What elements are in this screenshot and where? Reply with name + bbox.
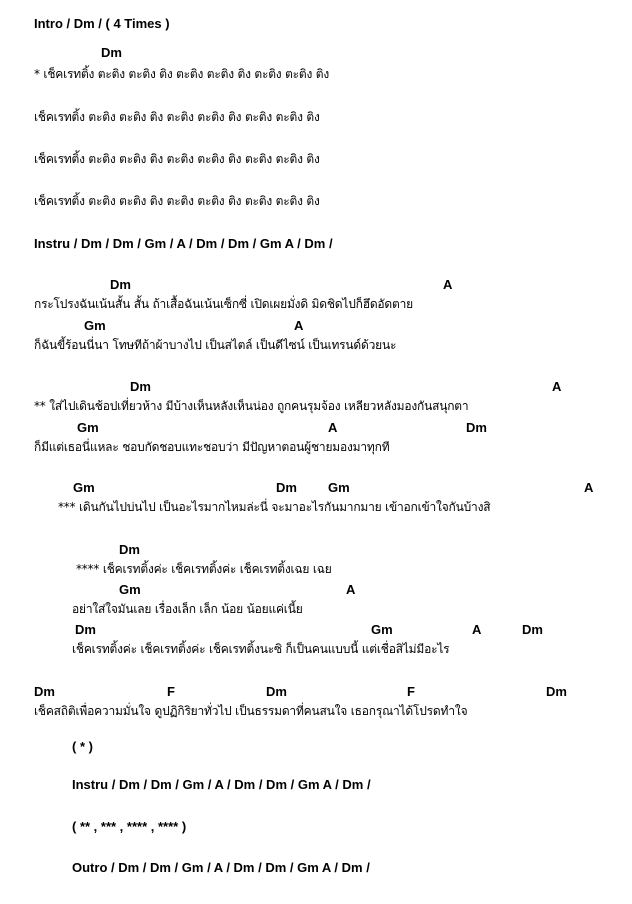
chord-label: A <box>584 480 594 495</box>
repeat-marker: ( ** , *** , **** , **** ) <box>72 819 187 834</box>
chord-label: A <box>346 582 356 597</box>
lyric-line: เช็คเรทติ้งค่ะ เช็คเรทติ้งค่ะ เช็คเรทติ้งนะซิ ก็เป็นคนแบบนี้ แต่เชื่อสิไม่มีอะไร <box>72 642 450 656</box>
repeat-marker: ( * ) <box>72 739 93 754</box>
chord-label: Dm <box>466 420 487 435</box>
chord-label: Dm <box>75 622 96 637</box>
chord-label: Gm <box>73 480 95 495</box>
chord-label: A <box>328 420 338 435</box>
lyric-line: อย่าใส่ใจมันเลย เรื่องเล็ก เล็ก น้อย น้อยแค่เนี้ย <box>72 602 303 616</box>
lyric-line: *** เดินกันไปบ่นไป เป็นอะไรมากไหมล่ะนี่ จะมาอะไรกันมากมาย เข้าอกเข้าใจกันบ้างสิ <box>58 500 491 514</box>
lyric-line: กระโปรงฉันเน้นสั้น สั้น ถ้าเสื้อฉันเน้นเซ็กซี่ เปิดเผยมั่งดิ มิดชิดไปก็ฮึดอัดตาย <box>34 297 413 311</box>
lyric-line: ** ใส่ไปเดินช้อปเที่ยวห้าง มีบ้างเห็นหลังเห็นน่อง ถูกคนรุมจ้อง เหลียวหลังมองกันสนุกตา <box>34 399 469 413</box>
chord-label: Dm <box>130 379 151 394</box>
chord-label: A <box>294 318 304 333</box>
lyric-line: เช็คเรทติ้ง ตะติง ตะติง ติง ตะติง ตะติง ติง ตะติง ตะติง ติง <box>34 110 320 124</box>
chord-label: Dm <box>266 684 287 699</box>
intro-line: Intro / Dm / ( 4 Times ) <box>34 16 170 31</box>
chord-label: Dm <box>546 684 567 699</box>
chord-label: Gm <box>328 480 350 495</box>
outro-line: Outro / Dm / Dm / Gm / A / Dm / Dm / Gm A / Dm / <box>72 860 370 875</box>
chord-label: F <box>167 684 175 699</box>
chord-label: Gm <box>84 318 106 333</box>
chord-label: Gm <box>371 622 393 637</box>
chord-label: Gm <box>77 420 99 435</box>
lyric-line: ก็ฉันขี้ร้อนนี่นา โทษทีถ้าผ้าบางไป เป็นสไตล์ เป็นดีไซน์ เป็นเทรนด์ด้วยนะ <box>34 338 397 352</box>
lyric-line: ก็มีแต่เธอนี่แหละ ชอบกัดชอบแทะชอบว่า มีปัญหาตอนผู้ชายมองมาทุกที <box>34 440 390 454</box>
chord-label: Dm <box>276 480 297 495</box>
lyric-line: เช็คสถิติเพื่อความมั่นใจ ดูปฏิกิริยาทั่วไป เป็นธรรมดาที่คนสนใจ เธอกรุณาได้โปรดทำใจ <box>34 704 468 718</box>
lyric-line: **** เช็คเรทติ้งค่ะ เช็คเรทติ้งค่ะ เช็คเรทติ้งเฉย เฉย <box>76 562 332 576</box>
chord-label: F <box>407 684 415 699</box>
chord-label: A <box>552 379 562 394</box>
chord-label: Dm <box>101 45 122 60</box>
lyric-line: เช็คเรทติ้ง ตะติง ตะติง ติง ตะติง ตะติง ติง ตะติง ตะติง ติง <box>34 152 320 166</box>
lyric-line: เช็คเรทติ้ง ตะติง ตะติง ติง ตะติง ตะติง ติง ตะติง ตะติง ติง <box>34 194 320 208</box>
lyric-line: * เช็คเรทติ้ง ตะติง ตะติง ติง ตะติง ตะติง ติง ตะติง ตะติง ติง <box>34 67 330 81</box>
chord-label: Dm <box>110 277 131 292</box>
chord-label: Gm <box>119 582 141 597</box>
instru-line: Instru / Dm / Dm / Gm / A / Dm / Dm / Gm A / Dm / <box>34 236 333 251</box>
chord-label: Dm <box>522 622 543 637</box>
chord-label: Dm <box>119 542 140 557</box>
chord-label: A <box>443 277 453 292</box>
chord-label: A <box>472 622 482 637</box>
chord-label: Dm <box>34 684 55 699</box>
instru-line: Instru / Dm / Dm / Gm / A / Dm / Dm / Gm A / Dm / <box>72 777 371 792</box>
